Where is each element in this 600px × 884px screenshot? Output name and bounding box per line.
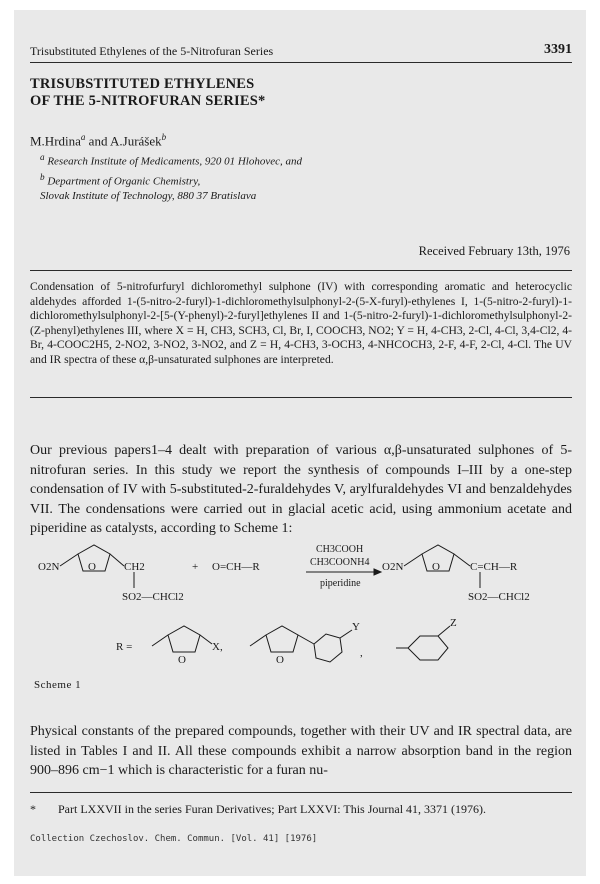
abstract-bottom-rule bbox=[30, 397, 572, 398]
author-1-mark: a bbox=[80, 132, 86, 142]
author-and: and bbox=[88, 133, 108, 149]
r-equals: R = bbox=[116, 641, 133, 653]
substituent-z: Z bbox=[450, 617, 457, 629]
author-list bbox=[30, 132, 166, 149]
received-date: Received February 13th, 1976 bbox=[418, 244, 570, 258]
ch2-group: CH2 bbox=[124, 561, 145, 573]
comma-separator: , bbox=[360, 647, 363, 659]
furan-ring-r2 bbox=[266, 626, 298, 652]
furan-o-left: O bbox=[88, 561, 96, 573]
substituent-x: X, bbox=[212, 641, 223, 653]
abstract-top-rule bbox=[30, 270, 572, 271]
title-line-2: OF THE 5-NITROFURAN SERIES* bbox=[30, 93, 266, 109]
scheme-1-diagram bbox=[24, 540, 576, 680]
footnote-marker: * bbox=[30, 802, 36, 816]
condition-1: CH3COOH bbox=[316, 544, 364, 555]
so2chcl2-right: SO2—CHCl2 bbox=[468, 591, 530, 603]
condition-3: piperidine bbox=[320, 578, 361, 589]
body-paragraph-2: Physical constants of the prepared compounds, together with their UV and IR spectral data, are listed in Tables I and II. All these compounds exhibit a narrow absorption band in the region 900–896 cm−1 which is characteristic for a furan nu- bbox=[30, 724, 572, 778]
scheme-label: Scheme 1 bbox=[34, 679, 82, 691]
affiliation-b: $^b$ Department of Organic Chemistry, bbox=[40, 171, 201, 188]
running-head-title: Trisubstituted Ethylenes of the 5-Nitrofuran Series bbox=[30, 44, 274, 58]
furan-o-r2: O bbox=[276, 654, 284, 666]
plus-sign: + bbox=[192, 561, 199, 573]
aldehyde: O=CH—R bbox=[212, 561, 260, 573]
journal-citation: Collection Czechoslov. Chem. Commun. [Vol. 41] [1976] bbox=[30, 834, 318, 844]
affiliation-a: $^a$ Research Institute of Medicaments, 920 01 Hlohovec, and bbox=[40, 152, 302, 168]
author-2-mark: b bbox=[161, 132, 167, 142]
benzene-ring-r2 bbox=[314, 634, 342, 662]
o2n-left: O2N bbox=[38, 561, 60, 573]
affiliations bbox=[40, 150, 460, 204]
abstract: Condensation of 5-nitrofurfuryl dichloromethyl sulphone (IV) with corresponding aromatic and heterocyclic aldehydes afforded 1-(5-nitro-2-furyl)-1-dichloromethylsulphonyl-2-(5-X-furyl)-ethylenes I, 1-(5-nitro-2-furyl)-1-dichloromethylsulphonyl-2-[5-(Y-phenyl)-2-furyl]ethylenes II and 1-(5-nitro-2-furyl)-1-dichloromethylsulphonyl-2-(Z-phenyl)ethylenes III, where X = H, CH3, SCH3, Cl, Br, I, COOCH3, NO2; Y = H, 4-CH3, 2-Cl, 4-Cl, 3,4-Cl2, 4-Br, 4-COOC2H5, 2-NO2, 3-NO2, 3-NO2, and Z = H, 4-CH3, 3-OCH3, 4-NHCOCH3, 2-F, 4-F, 2-Cl, 4-Cl. The UV and IR spectra of these α,β-unsaturated sulphones are interpreted. bbox=[30, 280, 572, 366]
title-line-1: TRISUBSTITUTED ETHYLENES bbox=[30, 76, 255, 92]
product-chain: C=CH—R bbox=[470, 561, 518, 573]
furan-o-right: O bbox=[432, 561, 440, 573]
article-title bbox=[30, 76, 550, 110]
condition-2: CH3COONH4 bbox=[310, 557, 370, 568]
benzene-ring-r3 bbox=[408, 636, 448, 660]
page-number: 3391 bbox=[544, 42, 572, 57]
body-paragraph-1: Our previous papers1–4 dealt with preparation of various α,β-unsaturated sulphones of 5-nitrofuran series. In this study we report the synthesis of compounds I–III by a one-step condensation of IV with 5-substituted-2-furaldehydes V, arylfuraldehydes VI and benzaldehydes VII. The condensations were carried out in glacial acetic acid, using ammonium acetate and piperidine as catalysts, according to Scheme 1: bbox=[30, 443, 572, 536]
footnote-text: Part LXXVII in the series Furan Derivatives; Part LXXVI: This Journal 41, 3371 (1976). bbox=[58, 802, 487, 816]
header-rule bbox=[30, 62, 572, 63]
running-head bbox=[30, 42, 572, 60]
substituent-y: Y bbox=[352, 621, 360, 633]
furan-ring-r1 bbox=[168, 626, 200, 652]
footnote-rule bbox=[30, 792, 572, 793]
furan-o-r1: O bbox=[178, 654, 186, 666]
author-1: M.Hrdina bbox=[30, 133, 81, 149]
so2chcl2-left: SO2—CHCl2 bbox=[122, 591, 184, 603]
affiliation-b-line-2: Slovak Institute of Technology, 880 37 Bratislava bbox=[40, 190, 257, 203]
journal-page bbox=[14, 10, 586, 876]
o2n-right: O2N bbox=[382, 561, 404, 573]
author-2: A.Jurášek bbox=[110, 133, 162, 149]
